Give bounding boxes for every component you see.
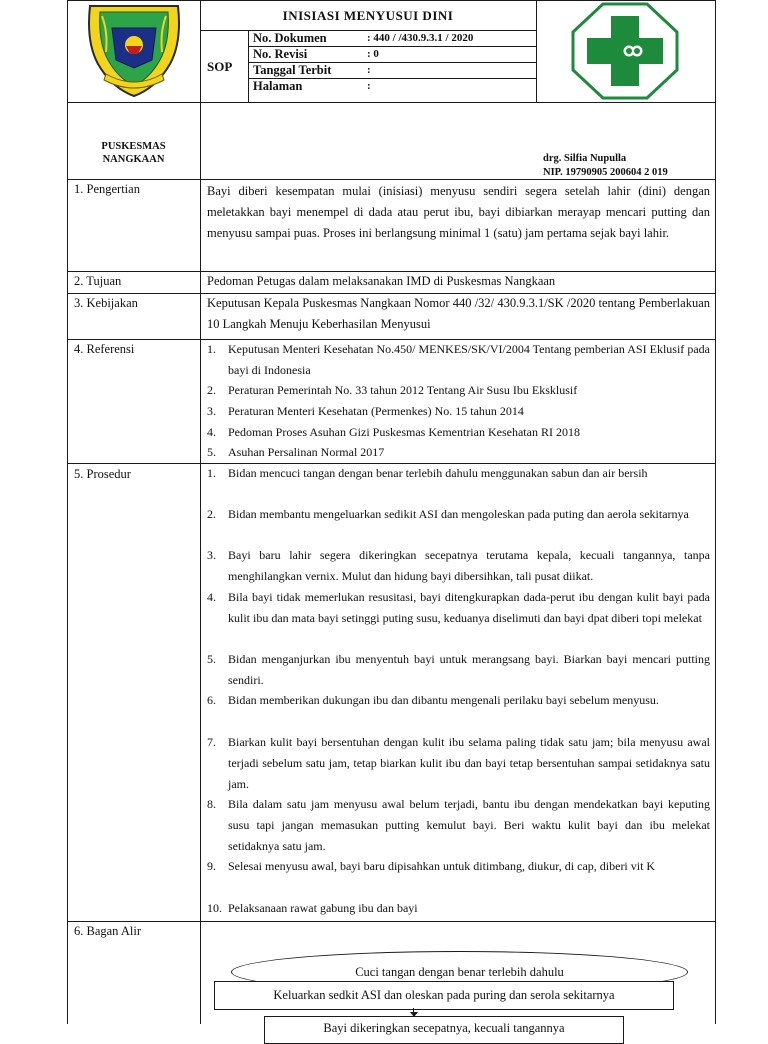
- referensi-item-text: Peraturan Pemerintah No. 33 tahun 2012 Tentang Air Susu Ibu Eksklusif: [228, 383, 578, 397]
- section-label-tujuan: 2. Tujuan: [74, 274, 122, 288]
- signer-nip: NIP. 19790905 200604 2 019: [543, 167, 668, 178]
- prosedur-step-number: 3.: [207, 548, 216, 562]
- referensi-item: [207, 422, 710, 443]
- prosedur-step-text: Selesai menyusu awal, bayi baru dipisahkan untuk ditimbang, diukur, di cap, diberi vit K: [228, 859, 656, 873]
- field-value-halaman: :: [367, 80, 371, 92]
- referensi-item-number: 4.: [207, 425, 216, 439]
- prosedur-step-number: 8.: [207, 797, 216, 811]
- referensi-item: [207, 339, 710, 381]
- field-label-no-dokumen: No. Dokumen: [253, 31, 327, 45]
- prosedur-step-text: Biarkan kulit bayi bersentuhan dengan kulit ibu selama paling tidak satu jam; bila menyusu awal terjadi sebelum satu jam, tetap biarkan kulit ibu dan bayi tetap bersentuhan sampai setidaknya satu jam.: [228, 735, 710, 791]
- referensi-item-text: Keputusan Menteri Kesehatan No.450/ MENKES/SK/VI/2004 Tentang pemberian ASI Eklusif pada bayi di Indonesia: [228, 342, 710, 377]
- prosedur-step-number: 7.: [207, 735, 216, 749]
- field-value-no-dokumen: : 440 / /430.9.3.1 / 2020: [367, 32, 474, 44]
- section-label-prosedur: 5. Prosedur: [74, 467, 131, 481]
- org-name-line2: NANGKAAN: [102, 154, 165, 165]
- field-label-no-revisi: No. Revisi: [253, 47, 308, 61]
- prosedur-step-number: 5.: [207, 652, 216, 666]
- prosedur-step-text: Bila bayi tidak memerlukan resusitasi, bayi ditengkurapkan dada-perut ibu dengan kulit bayi pada kulit ibu dan mata bayi setinggi puting susu, keduanya diselimuti dan bayi dpat diberi topi melekat: [228, 590, 710, 625]
- referensi-item-number: 3.: [207, 404, 216, 418]
- section-label-pengertian: 1. Pengertian: [74, 182, 140, 196]
- pengertian-text: Bayi diberi kesempatan mulai (inisiasi) menyusu sendiri segera setelah lahir (dini) dengan meletakkan bayi menempel di dada atau perut ibu, bayi dibiarkan merayap mencari putting dan menyusu sampai puas. Proses ini berlangsung minimal 1 (satu) jam pertama sejak bayi lahir.: [207, 184, 710, 240]
- prosedur-step-text: Bayi baru lahir segera dikeringkan secepatnya terutama kepala, kecuali tangannya, tanpa menghilangkan vernix. Mulut dan hidung bayi dibersihkan, tali pusat diikat.: [228, 548, 710, 583]
- field-label-tanggal-terbit: Tanggal Terbit: [253, 63, 332, 77]
- field-value-no-revisi: : 0: [367, 48, 379, 60]
- prosedur-step: [207, 463, 710, 484]
- referensi-item-number: 1.: [207, 342, 216, 356]
- field-label-halaman: Halaman: [253, 79, 303, 93]
- prosedur-step-text: Bidan menganjurkan ibu menyentuh bayi untuk merangsang bayi. Biarkan bayi mencari putting sendiri.: [228, 652, 710, 687]
- referensi-item-text: Pedoman Proses Asuhan Gizi Puskesmas Kementrian Kesehatan RI 2018: [228, 425, 580, 439]
- signer-name: drg. Silfia Nupulla: [543, 153, 627, 164]
- referensi-item: [207, 442, 710, 463]
- org-name-line1: PUSKESMAS: [101, 141, 166, 152]
- prosedur-step-text: Bidan mencuci tangan dengan benar terlebih dahulu menggunakan sabun dan air bersih: [228, 466, 648, 480]
- referensi-item-number: 5.: [207, 445, 216, 459]
- kebijakan-text: Keputusan Kepala Puskesmas Nangkaan Nomor 440 /32/ 430.9.3.1/SK /2020 tentang Pemberlakuan 10 Langkah Menuju Keberhasilan Menyusui: [207, 296, 710, 331]
- sop-label: SOP: [207, 59, 233, 74]
- prosedur-step-number: 10.: [207, 901, 222, 915]
- referensi-item-text: Peraturan Menteri Kesehatan (Permenkes) No. 15 tahun 2014: [228, 404, 524, 418]
- prosedur-step: [207, 504, 710, 525]
- field-value-tanggal-terbit: :: [367, 64, 371, 76]
- prosedur-step-text: Pelaksanaan rawat gabung ibu dan bayi: [228, 901, 418, 915]
- prosedur-step-text: Bila dalam satu jam menyusu awal belum terjadi, bantu ibu dengan mendekatkan bayi keputing susu tapi jangan memasukan putting kemulut bayi. Beri waktu kulit bayi dan ibu melekat setidaknya satu jam.: [228, 797, 710, 853]
- flow-start-oval: Cuci tangan dengan benar terlebih dahulu: [231, 951, 688, 993]
- prosedur-step: [207, 545, 710, 587]
- prosedur-step: [207, 898, 710, 919]
- prosedur-step-number: 6.: [207, 693, 216, 707]
- flow-step-box: Keluarkan sedkit ASI dan oleskan pada puring dan serola sekitarnya: [214, 981, 674, 1010]
- prosedur-step-number: 2.: [207, 507, 216, 521]
- prosedur-step: [207, 794, 710, 857]
- prosedur-step-text: Bidan membantu mengeluarkan sedikit ASI dan mengoleskan pada puting dan aerola sekitarnya: [228, 507, 689, 521]
- prosedur-step: [207, 732, 710, 795]
- prosedur-step: [207, 649, 710, 691]
- regency-seal-logo: [82, 2, 186, 98]
- referensi-item-text: Asuhan Persalinan Normal 2017: [228, 445, 385, 459]
- prosedur-step: [207, 587, 710, 629]
- prosedur-step-number: 4.: [207, 590, 216, 604]
- prosedur-step: [207, 690, 710, 711]
- prosedur-step-number: 1.: [207, 466, 216, 480]
- section-label-kebijakan: 3. Kebijakan: [74, 296, 138, 310]
- puskesmas-cross-logo: [571, 2, 679, 100]
- tujuan-text: Pedoman Petugas dalam melaksanakan IMD di Puskesmas Nangkaan: [207, 274, 556, 288]
- flowchart: [200, 922, 715, 1035]
- section-label-bagan-alir: 6. Bagan Alir: [74, 924, 142, 938]
- section-label-referensi: 4. Referensi: [74, 342, 135, 356]
- referensi-item-number: 2.: [207, 383, 216, 397]
- referensi-item: [207, 380, 710, 401]
- document-title: INISIASI MENYUSUI DINI: [282, 8, 454, 23]
- prosedur-step-text: Bidan memberikan dukungan ibu dan dibantu mengenali perilaku bayi sebelum menyusu.: [228, 693, 659, 707]
- flow-step-box: Bayi dikeringkan secepatnya, kecuali tangannya: [264, 1016, 624, 1044]
- referensi-item: [207, 401, 710, 422]
- prosedur-step-number: 9.: [207, 859, 216, 873]
- prosedur-step: [207, 856, 710, 877]
